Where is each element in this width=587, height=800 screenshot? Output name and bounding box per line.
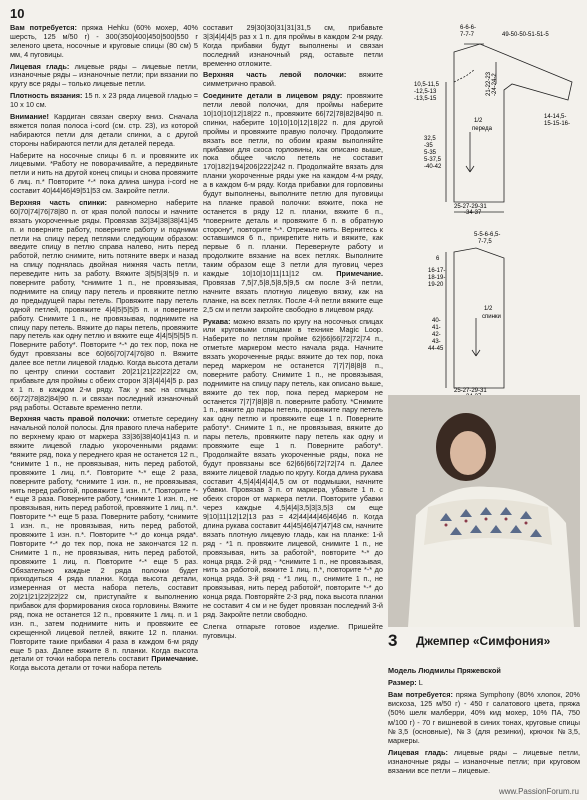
text-column-2 xyxy=(203,24,383,644)
paragraph: составит 29|30|30|31|31|31,5 см, прибавьте 3|3|4|4|4|5 раз x 1 п. для проймы в каждом 2-м ряду. Когда прибавки будут выполнены и связан последний изнаночный ряд, оставьте петли временно отложите. xyxy=(203,23,383,68)
dim-label: 25-27-29-31 xyxy=(454,388,487,394)
stitch-pattern: Лицевая гладь: лицевые ряды – лицевые петли, изнаночные ряды – изнаночные петли; при круговом вязании все петли – лицевые. xyxy=(388,747,580,776)
piece-label: переда xyxy=(472,126,492,132)
dim-label: 25-27-29-31 xyxy=(454,204,487,210)
dim-label: 18-19- xyxy=(428,275,446,281)
dim-label: -13,5-15 xyxy=(414,96,437,102)
watermark: www.PassionForum.ru xyxy=(498,787,579,796)
paragraph: Рукава: можно вязать по кругу на носочных спицах или круговыми спицами в технике Magic Loop. Наберите по петлям пройме 62|66|66|72|72|74 п., отметьте маркером место начала ряда. Начните вязать укороченные ряды: вяжите до тех пор, пока перед маркером не останется 7|7|7|8|8|8 п., поверните работу. Снимите 1 п., не провязывая, поднимите на спицу пару петель, как описано выше, вяжите до тех пор, пока перед маркером не останется 7|7|7|8|8|8 п. поверните работу. *Снимите 1 п., вяжите до пары петель, провяжите пару петель как одну петлю и провяжите еще 1 п. Поверните работу*. Снимите 1 п., не провязывая, вяжите до пары петель, провяжите пару петель как одну и провяжите еще 1 п. Поверните работу*. Продолжайте вязать укороченные ряды, пока не будут провязаны все 62|66|66|72|72|74 п. Далее вяжите лицевой гладью по кругу. Когда длина рукава составит 4,5|4|4|4|4|4,5 см от подмышки, начните убавки. Провязав 3 п. от маркера, убавьте 1 п. с обеих сторон от маркера петли. Повторите убавки через каждые 4,5|4|4|3,5|3|3,5|3 см еще 9|10|11|12|12|13 раз = 42|44|44|46|46|46 п. Когда длина рукава составит 44|45|46|47|47|48 см, начните вязать плотную лицевую гладь, как на планке: 1-й ряд - *1 п. провяжите лицевой, снимите 1 п., не провязывая, нить за работой*, повторите *-* до конца ряда. 2-й ряд - *снимите 1 п., не провязывая, нить за работой, вяжите 1 лиц. п.*, повторите *-* до конца ряда. 3-й ряд - *1 лиц. п., снимите 1 п., не провязывая, нить перед работой*, повторите *-* до конца ряда. Повторяйте 2-3 ряд, пока высота планки не составит 4 см и не будет провязан последний 3-й ряд. Закройте петли свободно. xyxy=(203,316,383,619)
model-photo xyxy=(388,395,580,627)
paragraph: Верхняя часть левой полочки: вяжите симметрично правой. xyxy=(203,70,383,89)
paragraph: Лицевая гладь: лицевые ряды – лицевые петли, изнаночные ряды – изнаночные петли; при вязании по кругу все ряды – только лицевые петли. xyxy=(10,61,199,89)
dim-label: -24-24-2 xyxy=(492,73,498,96)
paragraph: Плотность вязания: 15 п. x 23 ряда лицевой гладью = 10 x 10 см. xyxy=(10,91,198,110)
paragraph: Внимание! Кардиган связан сверху вниз. Сначала вяжется полая полоса i-cord (см. стр. 23), из которой набираются петли для детали спинки, а с другой стороны набираются петли для деталей переда. xyxy=(10,112,199,148)
dim-label: 14-14,5- xyxy=(544,114,567,120)
dim-label: 43- xyxy=(432,339,441,345)
piece-label: спинки xyxy=(482,314,501,320)
dim-label: 5-5-6-6,5- xyxy=(474,232,501,238)
dim-label: 10,5-11,5 xyxy=(414,82,439,88)
paragraph: Верхняя часть правой полочки: отметьте середину начальной полой полосы. Для правого плеча наберите по верхнему краю от маркера 33|36|38|40|41|43 п. и вяжите лицевой гладью укороченными рядами: *вяжите ряд, пока у переднего края не останется 12 п., *снимите 1 п., не провязывая, нить перед работой, провяжите 1 лиц. п.*. Повторите *-* еще 2 раза, поверните работу, *снимите 1 изн. п., не провязывая, нить перед работой, провяжите 1 изн. п.*. Повторите *-* еще 3 раза. Поверните работу, *снимите 1 изн. п., не провязывая, нить перед работой, провяжите 1 лиц. п.*. Повторите *-* еще 5 раза. Поверните работу, *снимите 1 изн. п., не провязывая, нить перед работой, провяжите 1 изн. п.*. Повторите *-* до конца ряда*. Повторите *-* до тех пор, пока не закончатся 12 п. Снимите 1 п., не провязывая, нить перед работой, провяжите 1 лиц. п. Повторите *-* еще 5 раз. Обязательно каждые 2 ряда полочки будет приходиться 4 ряда планки. Когда высота детали, измеренная от места набора петель, составит 20|21|21|22|22|22 см, приступайте к выполнению прибавок для формирования скоса горловины. Вяжите ряд, пока не останется 12 п., провяжите 1 лиц. п. и 1 изн. п., затем поднимите нить и провяжите ее скрещенной лицевой петлей, вяжите 12 п. планки. Повторите такие прибавки 4 раза в каждом 6-м ряду еще 5 раз. Далее вяжите 8 п. планки. Когда высота детали от точки набора петель составит Примечание. Когда высота детали от точки набора петель xyxy=(10,414,198,673)
dim-label: 6-6-6- xyxy=(460,25,477,31)
dim-label: 5-35 xyxy=(424,150,437,156)
jumper-illustration xyxy=(388,395,580,627)
designer-credit: Модель Людмилы Пряжевской xyxy=(388,666,501,675)
paragraph: Верхняя часть спинки: равномерно наберите 60|70|74|76|78|80 п. от края полой полосы и начните вязать укороченные ряды. Провязав 32|34|38|38|41|45 п. и поверните работу, поверните работу и подними петли на спицу перед петлями следующим образом: введите спицу в петлю справа налево, нить перед работой, петлю снимите, нить потяните вверх и назад на спицу поднялась двойная нижняя часть петли, переведите нить за работу. Вяжите 3|5|5|3|5|9 п. и поверните работу, *снимите 1 п., не провязывая, поднимите на спицу пару петель и провяжите петлю до предыдущей пары петель. Провяжите пару петель одной петлей, провяжите 4|4|5|5|5|5 п. и поверните работу. Снимите 1 п., не провязывая, поднимите на спицу пару петель. Вяжите до пары петель, провяжите пару петель как одну петлю и вяжите еще 4|4|5|5|5|5 п. Поверните работу*. Повторите *-* до тех пор, пока не будут провязаны все 60|66|70|74|76|80 п. Вяжите далее все петли лицевой гладью. Когда высота детали по центру спинки составит 20|21|21|22|22|22 см, прибавьте для проймы с обеих сторон 3|3|4|4|4|5 р. раз x 1 п. в каждом 2-м ряду. Так у вас на спицах 66|72|78|82|84|90 п. и связан последний изнаночный ряд работы. Оставьте временно петли. xyxy=(10,198,198,412)
front-schematic-diagram xyxy=(392,22,580,214)
paragraph: Слегка отпарьте готовое изделие. Пришейте пуговицы. xyxy=(203,621,383,640)
paragraph: Вам потребуется: пряжа Hehku (60% мохер, 40% шерсть, 125 м/50 г) - 300(350|400|450|500|550 г зеленого цвета, носочные и круговые спицы (80 см) 5 мм, 4 пуговицы. xyxy=(10,23,198,59)
model-number: 3 xyxy=(388,631,398,650)
dim-label: 49-50-50-51-51-5 xyxy=(502,32,549,38)
piece-label: 1/2 xyxy=(484,306,493,312)
dim-label: 40- xyxy=(432,318,441,324)
materials: Вам потребуется: пряжа Symphony (80% хлопок, 20% вискоза, 125 м/50 г) - 450 г салатового цвета, пряжа (50% шелк малберри, 40% кид мохер, 10% ПА, 750 м/100 г) - 70 г вишневой в синих тонах, круговые спицы №3,5 (основные), №3 (для резинки), крючок №3,5, маркеры. xyxy=(388,690,580,745)
dim-label: 32,5 xyxy=(424,136,436,142)
dim-label: -40-42 xyxy=(424,164,442,170)
dim-label: 15-15-16- xyxy=(544,121,571,127)
dim-label: 42- xyxy=(432,332,441,338)
dim-label: 44-45 xyxy=(428,346,444,352)
dim-label: -12,5-13 xyxy=(414,89,437,95)
piece-label: 1/2 xyxy=(474,118,483,124)
paragraph: Соедините детали в лицевом ряду: провяжите петли левой полочки, для проймы наберите 10|10|10|12|18|22 п., провяжите 66|72|78|82|84|90 п. спинки, наберите 10|10|10|12|18|22 п. для другой проймы и провяжите правую полочку. Продолжите вязать все петли, по обоим краям выполняйте прибавки для скоса горловины, как описано выше, пока общее число петель не составит 170|182|194|206|222|242 п. Продолжайте вязать для планки укороченные ряды уже на каждом 4-м ряду, а в каждом 6-м ряду. Когда прибавки для горловины будут выполнены, выполните петлю для пуговицы на планке правой полочки: вяжите, пока не останется в ряду 12 п. планки, вяжите 6 п., *поверните деталь и провяжите 6 п. в обратную сторону*, повторите *-*. Отрежьте нить. Вернитесь к оставшимся 6 п., прикрепите нить и вяжите, как первые 6 п. планки. Перевернуте работу и продолжите вязание на всех петлях. Выполните таким образом еще 3 петли для пуговиц через каждые 10|10|10|11|11|12 см. Примечание. Провязав 7,5|7,5|8,5|8,5|9,5 см после 3-й петли, начните вязать плотную лицевую вязку, как на планке, на всех петлях. После 4-й петли вяжите еще 2,5 см и петли закройте свободно в лицевом ряду. xyxy=(203,91,383,314)
size-line: Размер: L xyxy=(388,678,423,688)
page-number: 10 xyxy=(10,6,25,21)
dim-label: -35 xyxy=(424,143,433,149)
dim-label: -34-37 xyxy=(464,210,482,214)
dim-label: 7-7-7 xyxy=(460,32,475,38)
back-schematic-diagram xyxy=(392,228,580,398)
dim-label: 5-37,5 xyxy=(424,157,442,163)
model-body xyxy=(388,666,580,778)
dim-label: 6 xyxy=(436,256,440,262)
dim-label: 21-22-23 xyxy=(486,71,492,96)
dim-label: 7-7,5 xyxy=(478,239,492,245)
dim-label: 19-20 xyxy=(428,282,444,288)
dim-label: 16-17- xyxy=(428,268,446,274)
paragraph: Наберите на носочные спицы 6 п. и провяжите их лицевыми. *Работу не поворачивайте, а передвиньте петли и нить на другой конец спицы и снова провяжите 6 лиц. п.* Повторите *-* пока длина шнура i-cord не составит 40|44|46|49|51|53 см. Закройте петли. xyxy=(10,150,198,196)
model-title: Джемпер «Симфония» xyxy=(416,634,551,648)
text-column-1 xyxy=(10,24,198,676)
dim-label: 41- xyxy=(432,325,441,331)
